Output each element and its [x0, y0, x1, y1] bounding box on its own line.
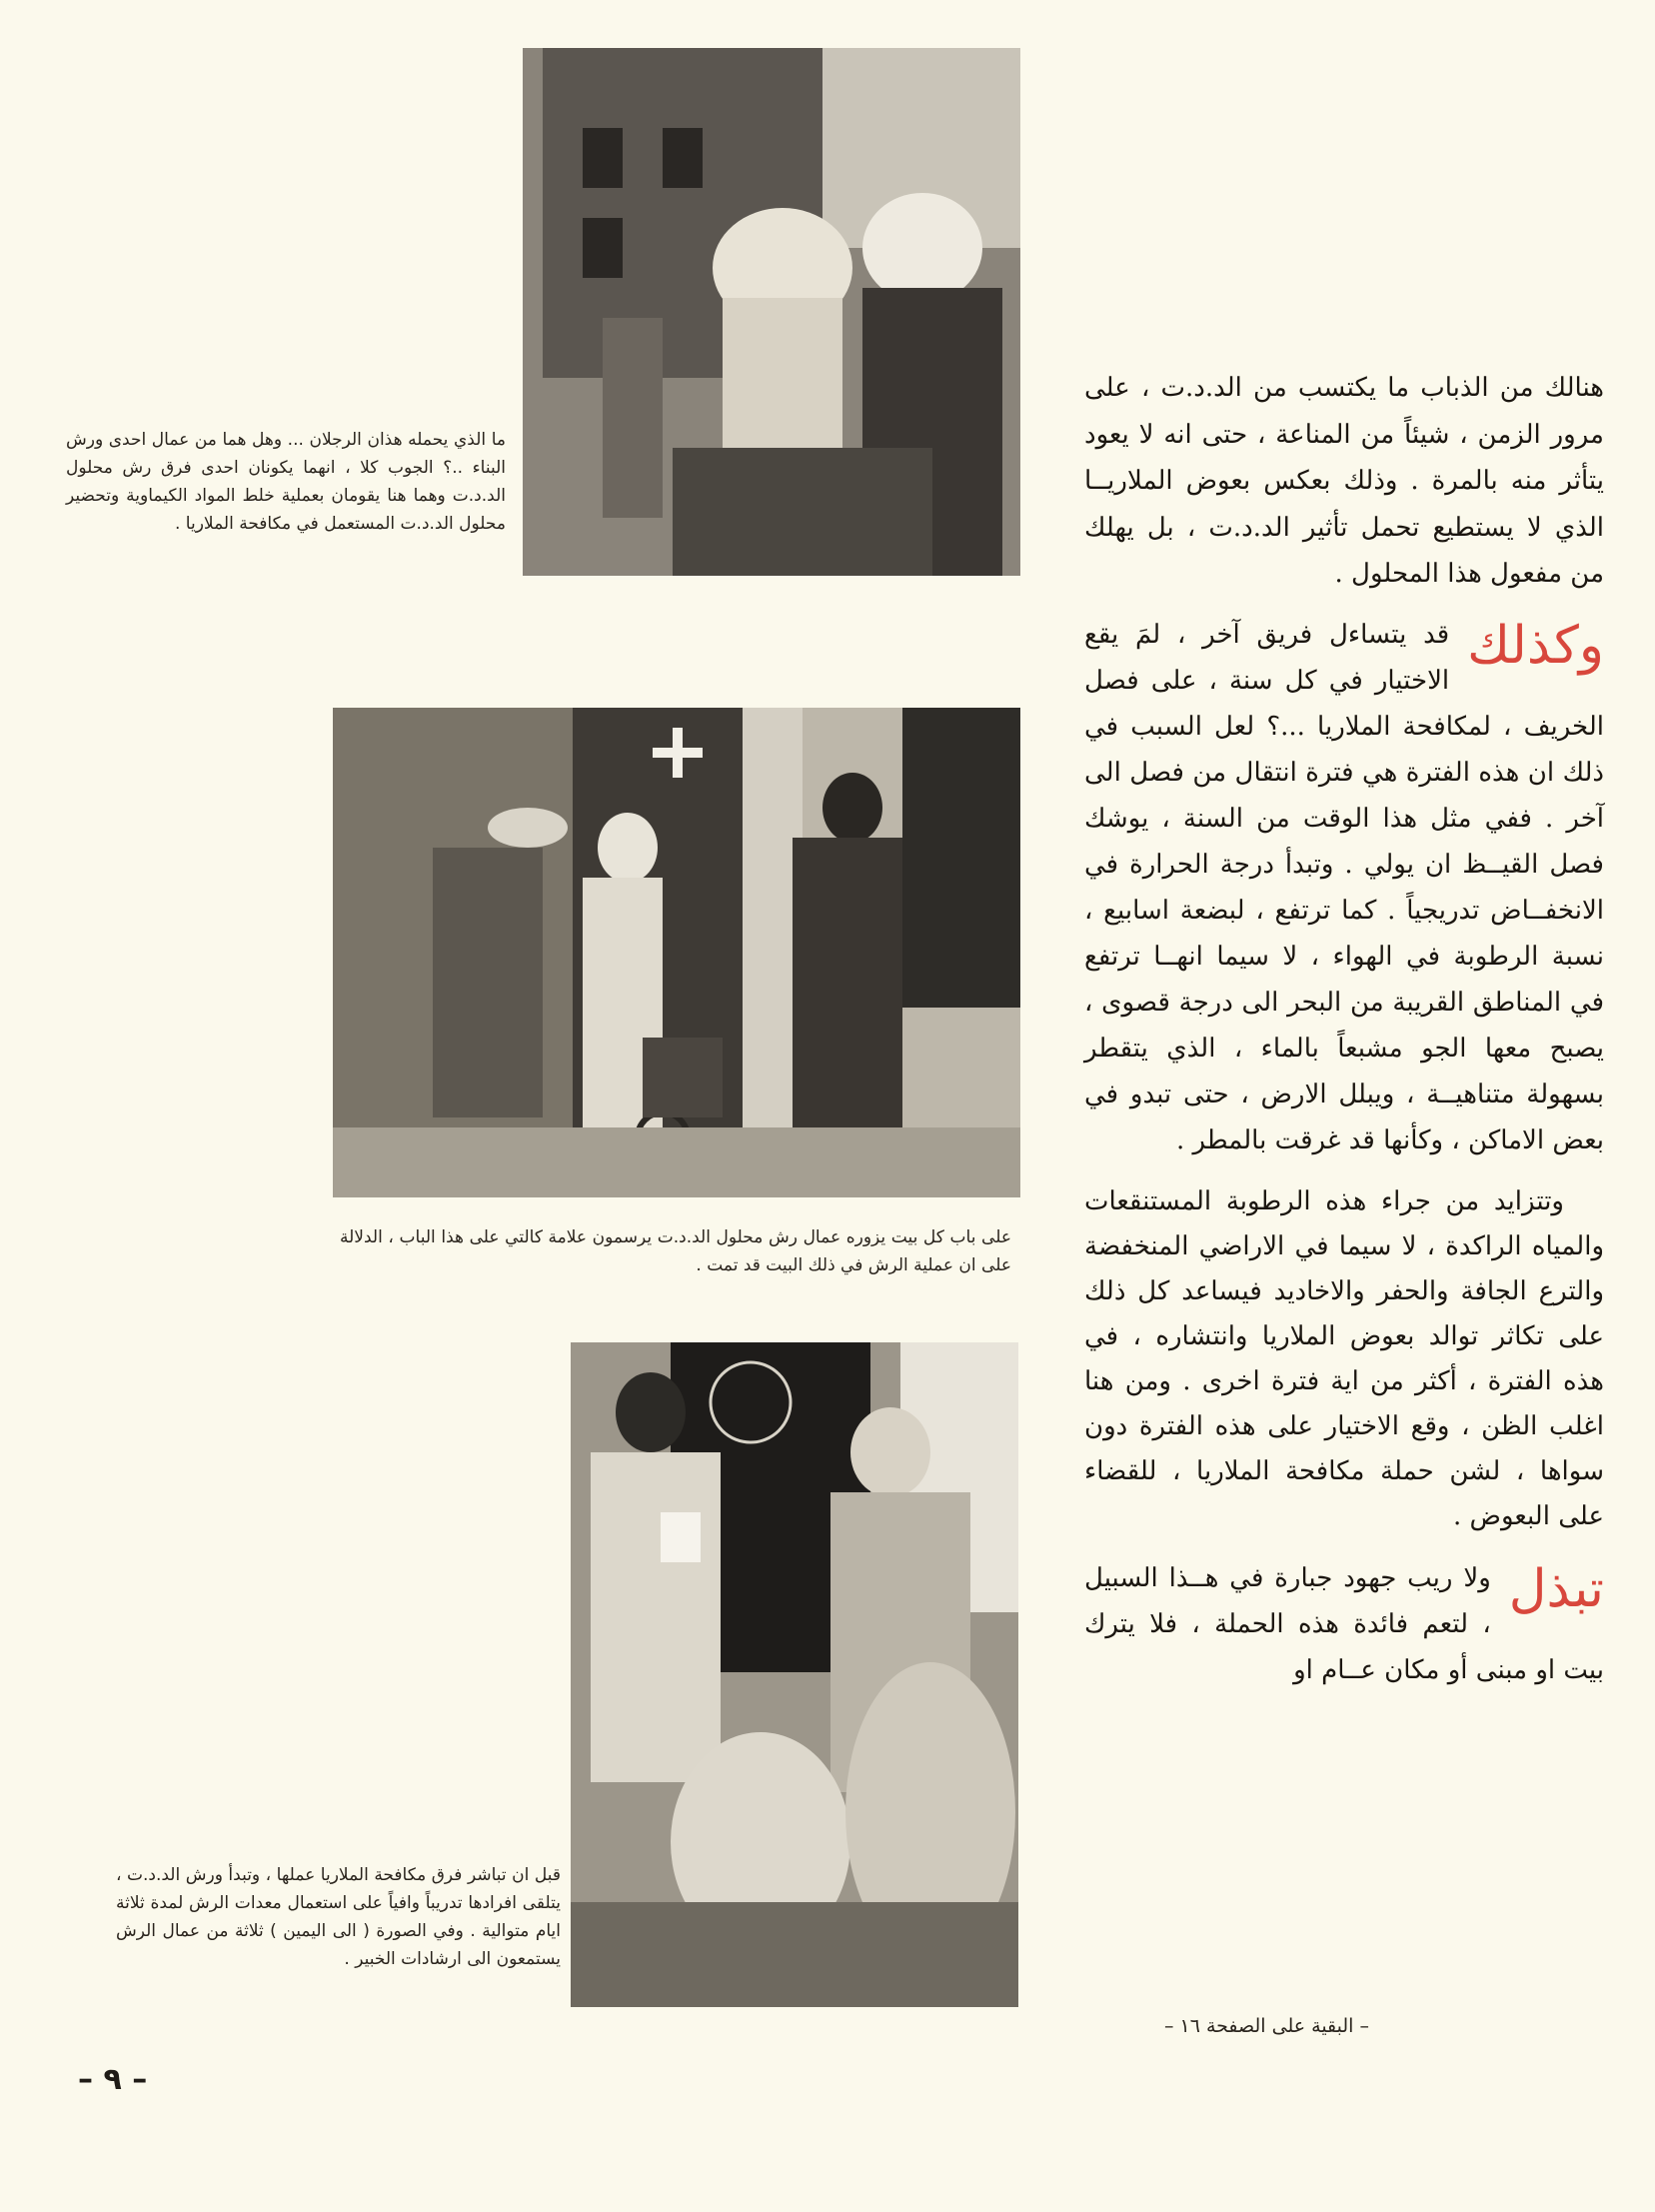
- photo-workers-mixing: [523, 48, 1020, 576]
- photo-door-marking: [333, 708, 1020, 1197]
- photo-training-image: [571, 1342, 1018, 2007]
- caption-top: ما الذي يحمله هذان الرجلان ... وهل هما من عمال احدى ورش البناء ..؟ الجوب كلا ، انهما يكونان احدى فرق رش محلول الد.د.ت وهما هنا يقومان بعملية خلط المواد الكيماوية وتحضير محلول الد.د.ت المستعمل في مكافحة الملاريا .: [66, 430, 506, 534]
- lead-word-wakadhalik: وكذلك: [1467, 615, 1604, 676]
- article-section-2: [1084, 612, 1604, 1163]
- article-section-4: [1084, 1555, 1604, 1693]
- article-paragraph-3: وتتزايد من جراء هذه الرطوبة المستنقعات والمياه الراكدة ، لا سيما في الاراضي المنخفضة والترع الجافة والحفر والاخاديد فيساعد كل ذلك على تكاثر توالد بعوض الملاريا وانتشاره ، في هذه الفترة ، أكثر من اية فترة اخرى . ومن هنا اغلب الظن ، وقع الاختيار على هذه الفترة دون سواها ، لشن حملة مكافحة الملاريا ، للقضاء على البعوض .: [1084, 1185, 1604, 1531]
- article-paragraph-2: قد يتساءل فريق آخر ، لمَ يقع الاختيار في كل سنة ، على فصل الخريف ، لمكافحة الملاريا ...؟ لعل السبب في ذلك ان هذه الفترة هي فترة انتقال من فصل الى آخر . ففي مثل هذا الوقت من السنة ، يوشك فصل القيــظ ان يولي . وتبدأ درجة الحرارة في الانخفــاض تدريجياً . كما ترتفع ، لبضعة اسابيع ، نسبة الرطوبة في الهواء ، لا سيما انهــا ترتفع في المناطق القريبة من البحر الى درجة قصوى ، يصبح معها الجو مشبعاً بالماء ، الذي يتقطر بسهولة متناهيــة ، ويبلل الارض ، حتى تبدو في بعض الاماكن ، وكأنها قد غرقت بالمطر .: [1084, 619, 1604, 1155]
- photo-door-marking-image: [333, 708, 1020, 1197]
- photo-training: [571, 1342, 1018, 2007]
- photo-workers-mixing-image: [523, 48, 1020, 576]
- article-paragraph-4: ولا ريب جهود جبارة في هــذا السبيل ، لتعم فائدة هذه الحملة ، فلا يترك بيت او مبنى أو مكان عــام او: [1084, 1562, 1604, 1685]
- caption-middle: على باب كل بيت يزوره عمال رش محلول الد.د.ت يرسمون علامة كالتي على هذا الباب ، الدلالة على ان عملية الرش في ذلك البيت قد تمت .: [340, 1227, 1011, 1275]
- article-paragraph-1: هنالك من الذباب ما يكتسب من الد.د.ت ، على مرور الزمن ، شيئاً من المناعة ، حتى انه لا يعود يتأثر منه بالمرة . وذلك بعكس بعوض الملاريــا الذي لا يستطيع تحمل تأثير الد.د.ت ، بل يهلك من مفعول هذا المحلول .: [1084, 373, 1604, 589]
- continuation-note: – البقية على الصفحة ١٦ –: [1163, 2015, 1369, 2037]
- page-number: – ٩ –: [78, 2062, 148, 2097]
- caption-bottom: قبل ان تباشر فرق مكافحة الملاريا عملها ، وتبدأ ورش الد.د.ت ، يتلقى افرادها تدريباً وافياً على استعمال معدات الرش لمدة ثلاثة ايام متوالية . وفي الصورة ( الى اليمين ) ثلاثة من عمال الرش يستمعون الى ارشادات الخبير .: [116, 1865, 561, 1969]
- lead-word-tubdhal: تبذل: [1508, 1558, 1604, 1619]
- article-column: [1084, 365, 1604, 1693]
